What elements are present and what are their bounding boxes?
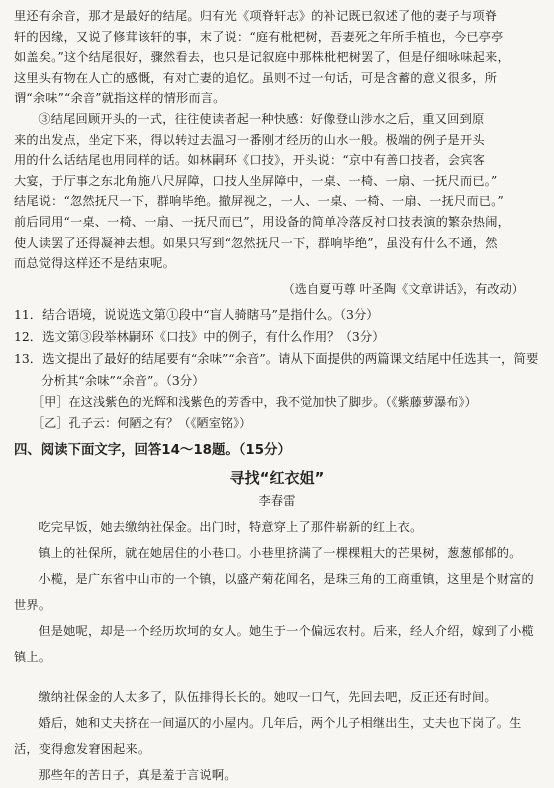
passage-line: 谓“余味”“余音”就指这样的情形而言。	[14, 91, 226, 106]
story-paragraph: 镇上的社保所，就在她居住的小巷口。小巷里挤满了一棵棵粗大的芒果树，葱葱郁郁的。	[38, 545, 522, 560]
story-paragraph: 但是她呢，却是一个经历坎坷的女人。她生于一个偏远农村。后来，经人介绍，嫁到了小榄镇上。	[14, 623, 534, 664]
passage-line: 里还有余音，那才是最好的结尾。归有光《项脊轩志》的补记既已叙述了他的妻子与项脊	[14, 9, 498, 23]
passage-line: 使人读罢了还得凝神去想。如果只写到“忽然抚尺一下，群响毕绝”，虽没有什么不通，然	[14, 235, 498, 250]
story-paragraph: 婚后，她和丈夫挤在一间逼仄的小屋内。几年后，两个儿子相继出生，丈夫也下岗了。生活，变得愈发窘困起来。	[14, 715, 522, 756]
story-paragraph: 那些年的苦日子，真是羞于言说啊。	[38, 767, 237, 782]
option-jia: ［甲］在这浅紫色的光辉和浅紫色的芳香中，我不觉加快了脚步。（《紫藤萝瀑布》）	[32, 394, 477, 409]
section-heading: 四、阅读下面文字，回答14～18题。（15分）	[14, 442, 291, 458]
passage-line: ③结尾回顾开头的一式，往往使读者起一种快感：好像登山涉水之后，重又回到原	[38, 111, 485, 126]
passage-line: 如盖矣。”这个结尾很好，骤然看去，也只是记叙庭中那株枇杷树罢了，但是仔细咏味起来，	[14, 50, 510, 65]
passage-line: 而总觉得这样还不是结束呢。	[14, 256, 176, 271]
question-list	[14, 304, 540, 392]
story-title: 寻找“红衣姐”	[229, 468, 325, 487]
story-paragraph: 小榄，是广东省中山市的一个镇，以盛产菊花闻名，是珠三角的工商重镇，这里是个财富的世界。	[14, 571, 534, 612]
story	[14, 514, 540, 788]
passage-line: 大宴，于厅事之东北角施八尺屏障，口技人坐屏障中，一桌、一椅、一扇、一抚尺而已。”	[14, 173, 498, 188]
passage-line: 这里头有物在人亡的感慨，有对亡妻的追忆。虽则不过一句话，可是含蓄的意义很多，所	[14, 70, 498, 85]
passage-line: 用的什么话结尾也用同样的话。如林嗣环《口技》，开头说：“京中有善口技者，会宾客	[14, 153, 486, 168]
question-12: 12．选文第③段举林嗣环《口技》中的例子，有什么作用？（3分）	[14, 328, 385, 344]
passage-line: 轩的因缘，又说了修茸该轩的事，末了说：“庭有枇杷树，吾妻死之年所手植也，今已亭亭	[14, 29, 504, 44]
passage	[14, 6, 540, 274]
story-author: 李春雷	[258, 492, 296, 508]
passage-line: 前后同用“一桌、一椅、一扇、一抚尺而已”，用设备的简单冷落反衬口技表演的繁杂热闹，	[14, 214, 510, 229]
option-list	[14, 392, 540, 434]
story-paragraph: 吃完早饭，她去缴纳社保金。出门时，特意穿上了那件崭新的红上衣。	[38, 519, 423, 534]
passage-source: （选自夏丏尊 叶圣陶《文章讲话》，有改动）	[282, 281, 524, 296]
option-yi: ［乙］孔子云：何陋之有？（《陋室铭》）	[32, 415, 252, 430]
story-paragraph: 缴纳社保金的人太多了，队伍排得长长的。她叹一口气，先回去吧，反正还有时间。	[38, 689, 497, 704]
passage-line: 来的出发点，坐定下来，得以转过去温习一番刚才经历的山水一般。极端的例子是开头	[14, 132, 485, 147]
passage-line: 结尾说：“忽然抚尺一下，群响毕绝。撤屏视之，一人、一桌、一椅、一扇、一抚尺而已。”	[14, 194, 504, 209]
question-13: 13．选文提出了最好的结尾要有“余味”“余音”。请从下面提供的两篇课文结尾中任选其一，简要分析其“余味”“余音”。（3分）	[14, 350, 539, 388]
paragraph-gap	[14, 670, 540, 684]
question-11: 11．结合语境，说说选文第①段中“盲人骑瞎马”是指什么。（3分）	[14, 306, 379, 322]
